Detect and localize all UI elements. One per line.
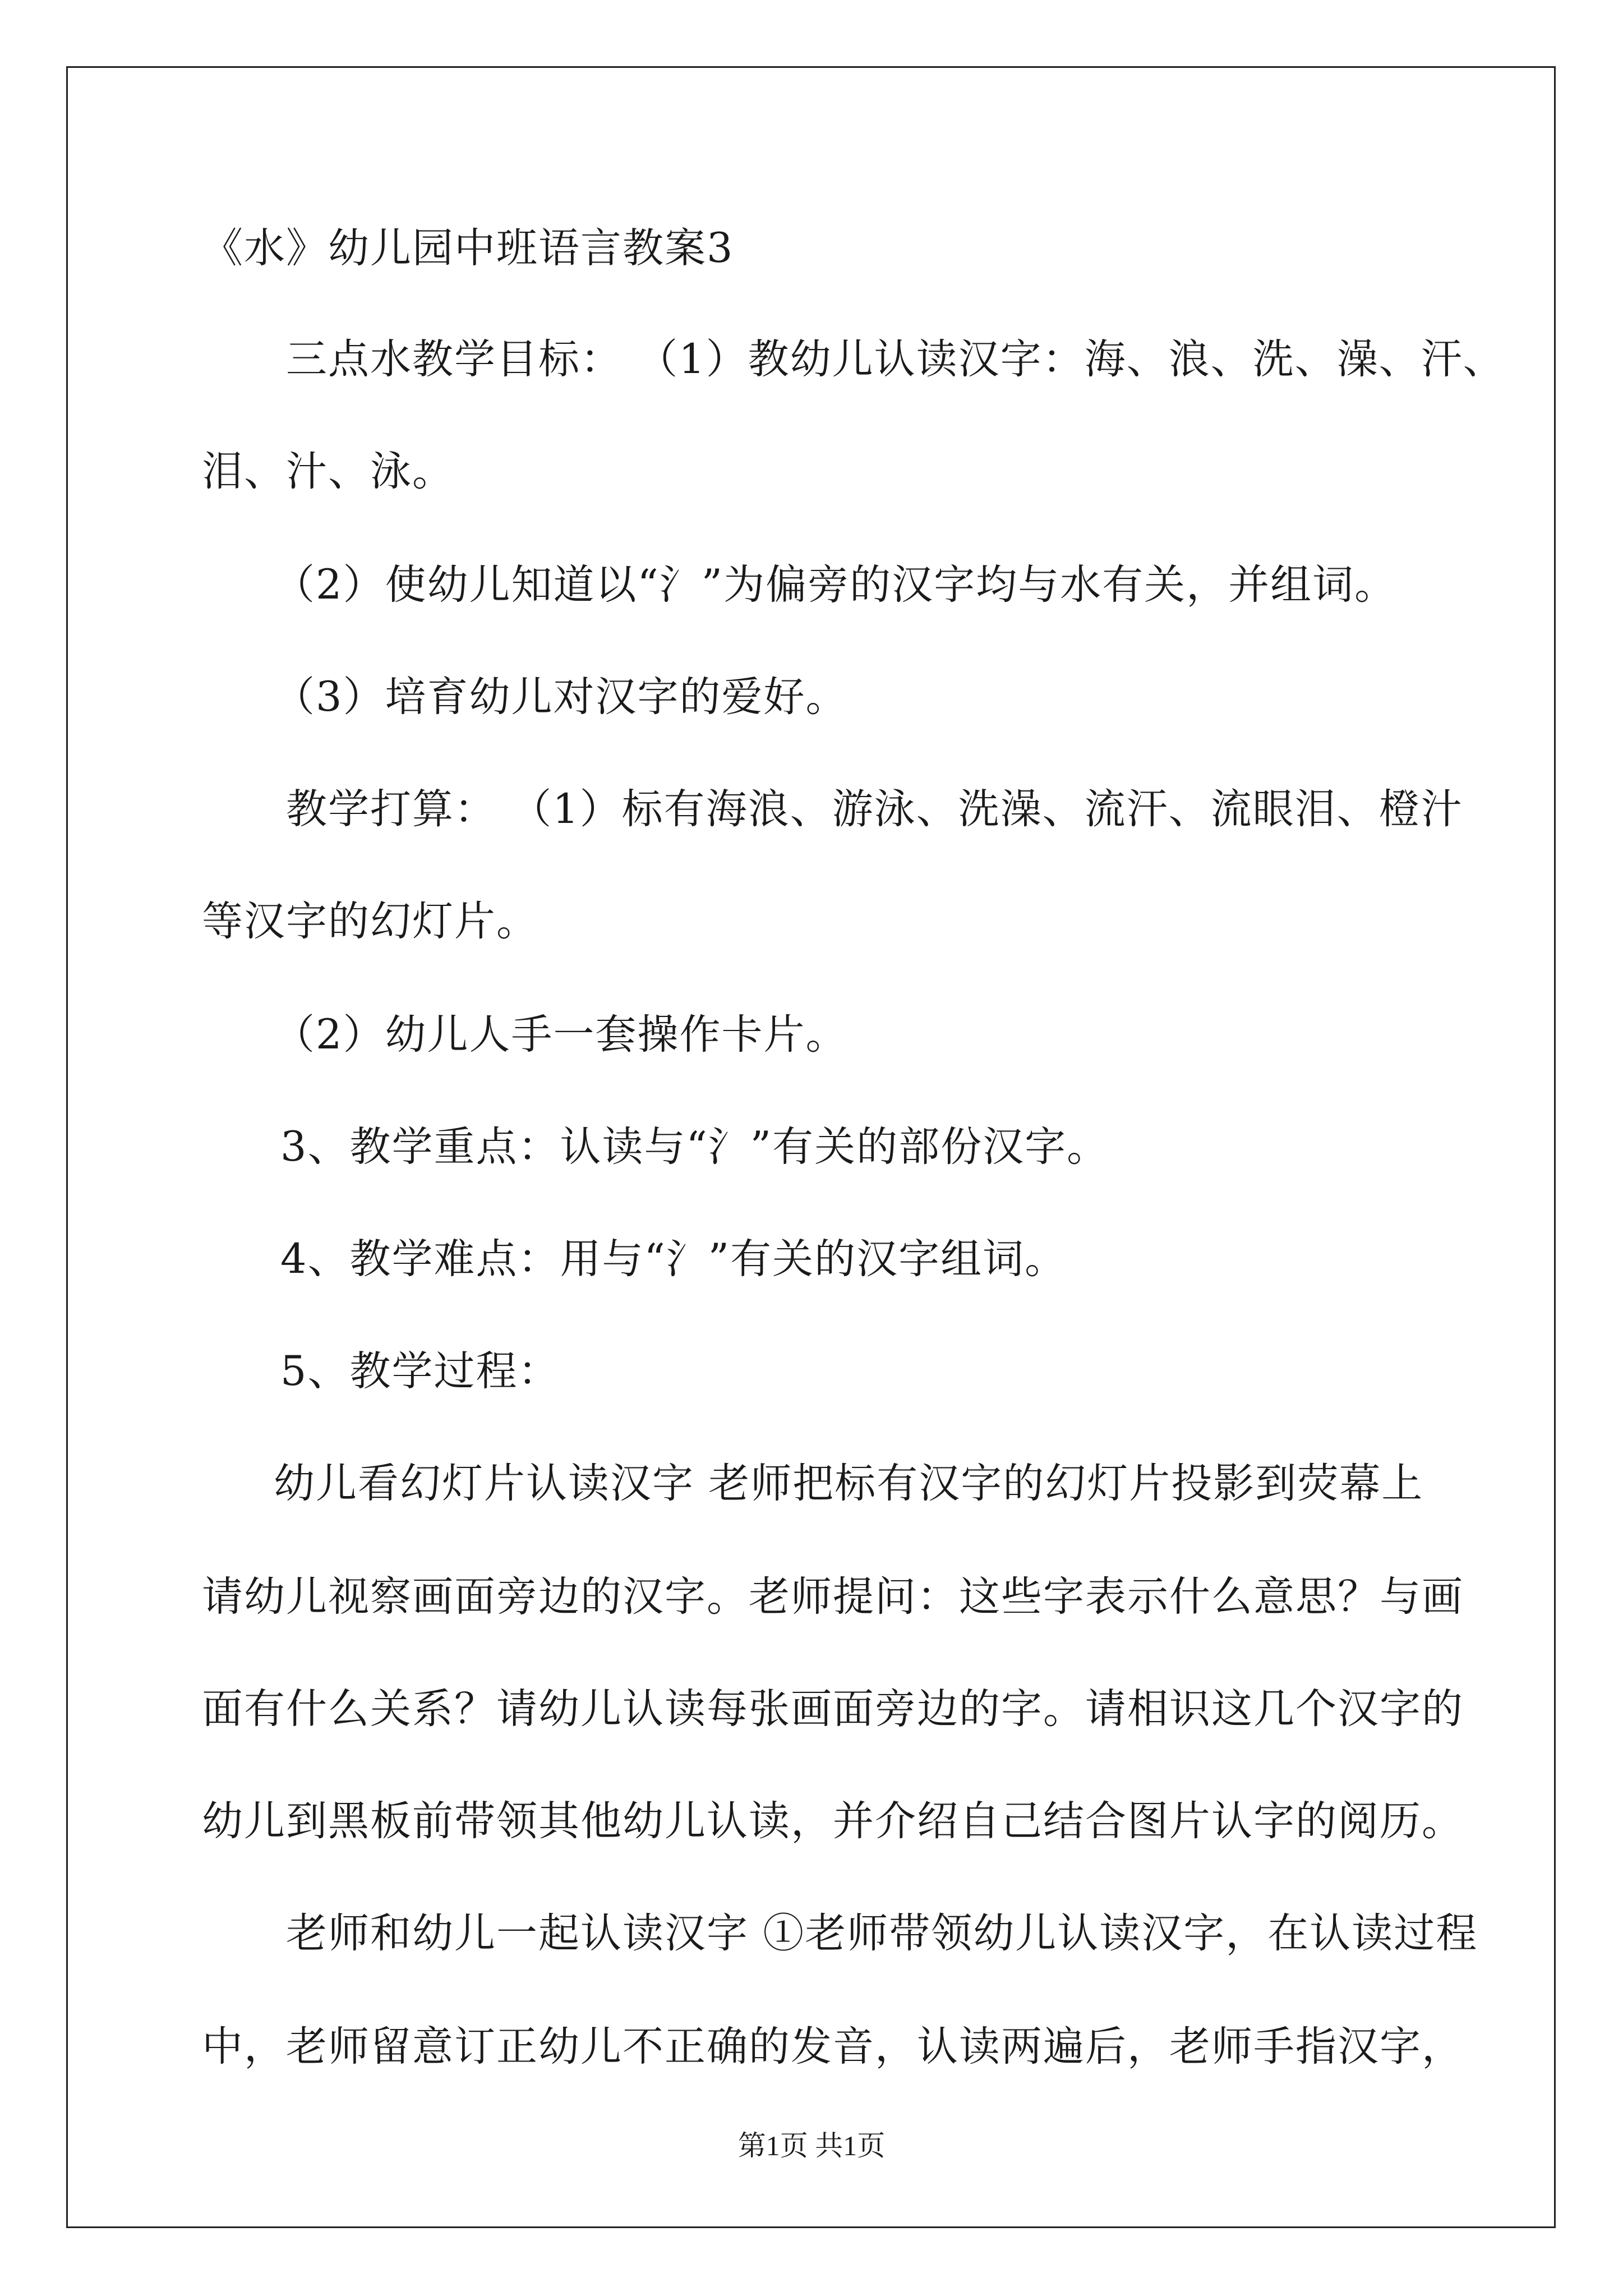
paragraph-line: 请幼儿视察画面旁边的汉字。老师提问：这些字表示什么意思？与画 [202, 1573, 1464, 1621]
page-number: 第1页 共1页 [737, 2130, 886, 2161]
paragraph-line: 3、教学重点：认读与“氵”有关的部份汉字。 [280, 1123, 1109, 1171]
paragraph-line: 面有什么关系？请幼儿认读每张画面旁边的字。请相识这几个汉字的 [202, 1685, 1464, 1733]
paragraph-line: （2）幼儿人手一套操作卡片。 [274, 1011, 848, 1059]
paragraph-line: 幼儿到黑板前带领其他幼儿认读，并介绍自己结合图片认字的阅历。 [202, 1797, 1464, 1845]
paragraph-line: 教学打算： （1）标有海浪、游泳、洗澡、流汗、流眼泪、橙汁 [286, 785, 1463, 833]
paragraph-line: 中，老师留意订正幼儿不正确的发音，认读两遍后，老师手指汉字， [202, 2023, 1464, 2070]
paragraph-line: 三点水教学目标： （1）教幼儿认读汉字：海、浪、洗、澡、汗、 [286, 335, 1505, 383]
document-title: 《水》幼儿园中班语言教案3 [202, 224, 734, 272]
paragraph-line: 幼儿看幻灯片认读汉字 老师把标有汉字的幻灯片投影到荧幕上 [274, 1460, 1424, 1507]
paragraph-line: （3）培育幼儿对汉字的爱好。 [274, 673, 848, 721]
paragraph-line: 泪、汁、泳。 [202, 448, 454, 495]
paragraph-line: 等汉字的幻灯片。 [202, 898, 538, 945]
paragraph-line: 4、教学难点：用与“氵”有关的汉字组词。 [280, 1235, 1067, 1283]
paragraph-line: （2）使幼儿知道以“氵”为偏旁的汉字均与水有关，并组词。 [274, 561, 1397, 609]
paragraph-line: 老师和幼儿一起认读汉字 ①老师带领幼儿认读汉字，在认读过程 [286, 1910, 1478, 1957]
paragraph-line: 5、教学过程： [280, 1347, 560, 1395]
